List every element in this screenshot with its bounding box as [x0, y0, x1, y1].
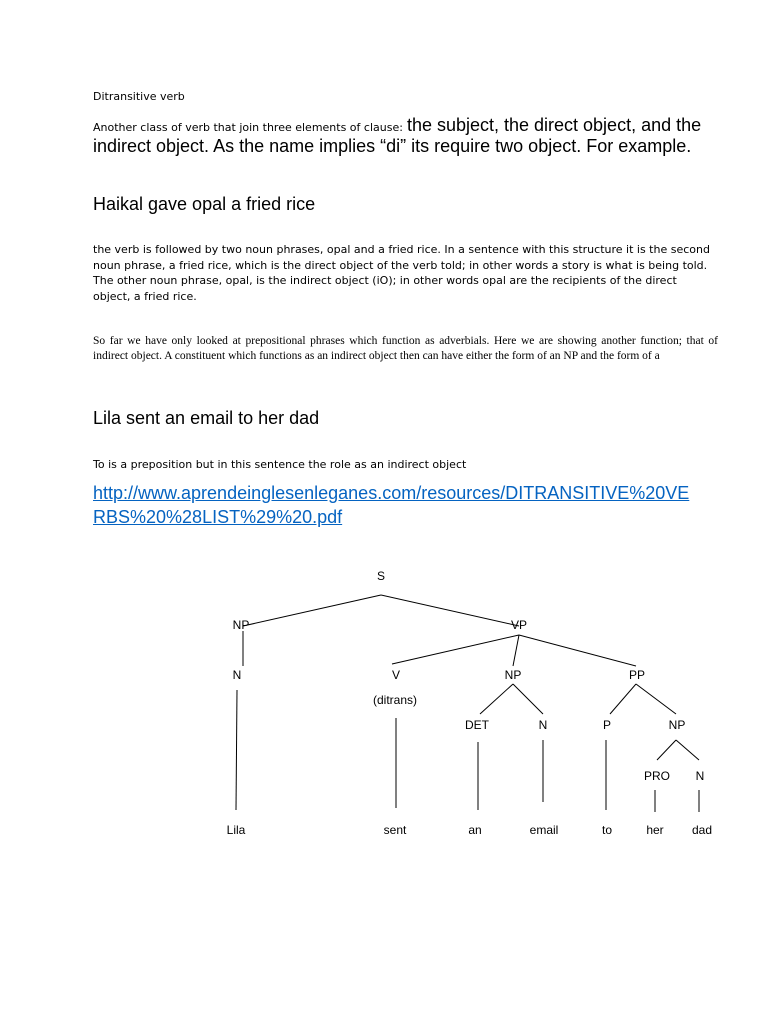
intro-rest-text: the subject, the direct object, and the indirect object. As the name implies “di” its require two object. For example.	[93, 115, 702, 156]
edge-np-det	[480, 684, 513, 714]
prepositional-phrase-paragraph: So far we have only looked at prepositional phrases which function as adverbials. Here we are showing another function; that of indirect object. A constituent which functions as an indirect object then can have either the form of an NP and the form of a	[93, 335, 718, 362]
node-np-subject: NP	[232, 618, 250, 632]
edge-vp-v	[392, 635, 519, 664]
section-heading: Ditransitive verb	[93, 90, 185, 103]
tree-edges	[236, 595, 699, 812]
node-vp: VP	[510, 618, 528, 632]
node-p: P	[602, 718, 612, 732]
node-pp: PP	[628, 668, 646, 682]
node-np-object: NP	[504, 668, 522, 682]
word-sent: sent	[383, 823, 407, 837]
explanation-paragraph: the verb is followed by two noun phrases, opal and a fried rice. In a sentence with this structure it is the second noun phrase, a fried rice, which is the direct object of the verb told; in other words a story is what is being told. The other noun phrase, opal, is the indirect object (iO); in other words opal are the recipients of the direct object, a fried rice.	[93, 243, 710, 303]
edge-s-vp	[381, 595, 519, 626]
preposition-note: To is a preposition but in this sentence the role as an indirect object	[93, 458, 467, 471]
node-det: DET	[465, 718, 489, 732]
word-email: email	[529, 823, 559, 837]
edge-np-n3	[676, 740, 699, 760]
node-n-object: N	[538, 718, 548, 732]
node-v: V	[391, 668, 401, 682]
node-ditrans-label: (ditrans)	[372, 693, 418, 707]
word-lila: Lila	[226, 823, 246, 837]
edge-s-np	[243, 595, 381, 626]
example-sentence-2: Lila sent an email to her dad	[93, 408, 320, 428]
node-pro: PRO	[643, 769, 671, 783]
intro-lead-text: Another class of verb that join three elements of clause:	[93, 121, 403, 134]
edge-pp-np	[636, 684, 676, 714]
edge-np-pro	[657, 740, 676, 760]
word-to: to	[601, 823, 613, 837]
edge-vp-np	[513, 635, 519, 666]
node-n-pp: N	[695, 769, 705, 783]
edge-vp-pp	[519, 635, 636, 666]
node-s: S	[376, 569, 386, 583]
edge-n-lila	[236, 690, 237, 810]
word-an: an	[468, 823, 482, 837]
node-n-subject: N	[232, 668, 242, 682]
tree-terminal-words	[227, 823, 712, 837]
reference-link[interactable]: http://www.aprendeinglesenleganes.com/resources/DITRANSITIVE%20VERBS%20%28LIST%29%20.pdf	[93, 483, 690, 527]
edge-np-n2	[513, 684, 543, 714]
edge-pp-p	[610, 684, 636, 714]
word-her: her	[646, 823, 664, 837]
word-dad: dad	[691, 823, 713, 837]
example-sentence-1: Haikal gave opal a fried rice	[93, 194, 316, 214]
node-np-pp: NP	[668, 718, 686, 732]
tree-node-labels	[233, 569, 705, 783]
